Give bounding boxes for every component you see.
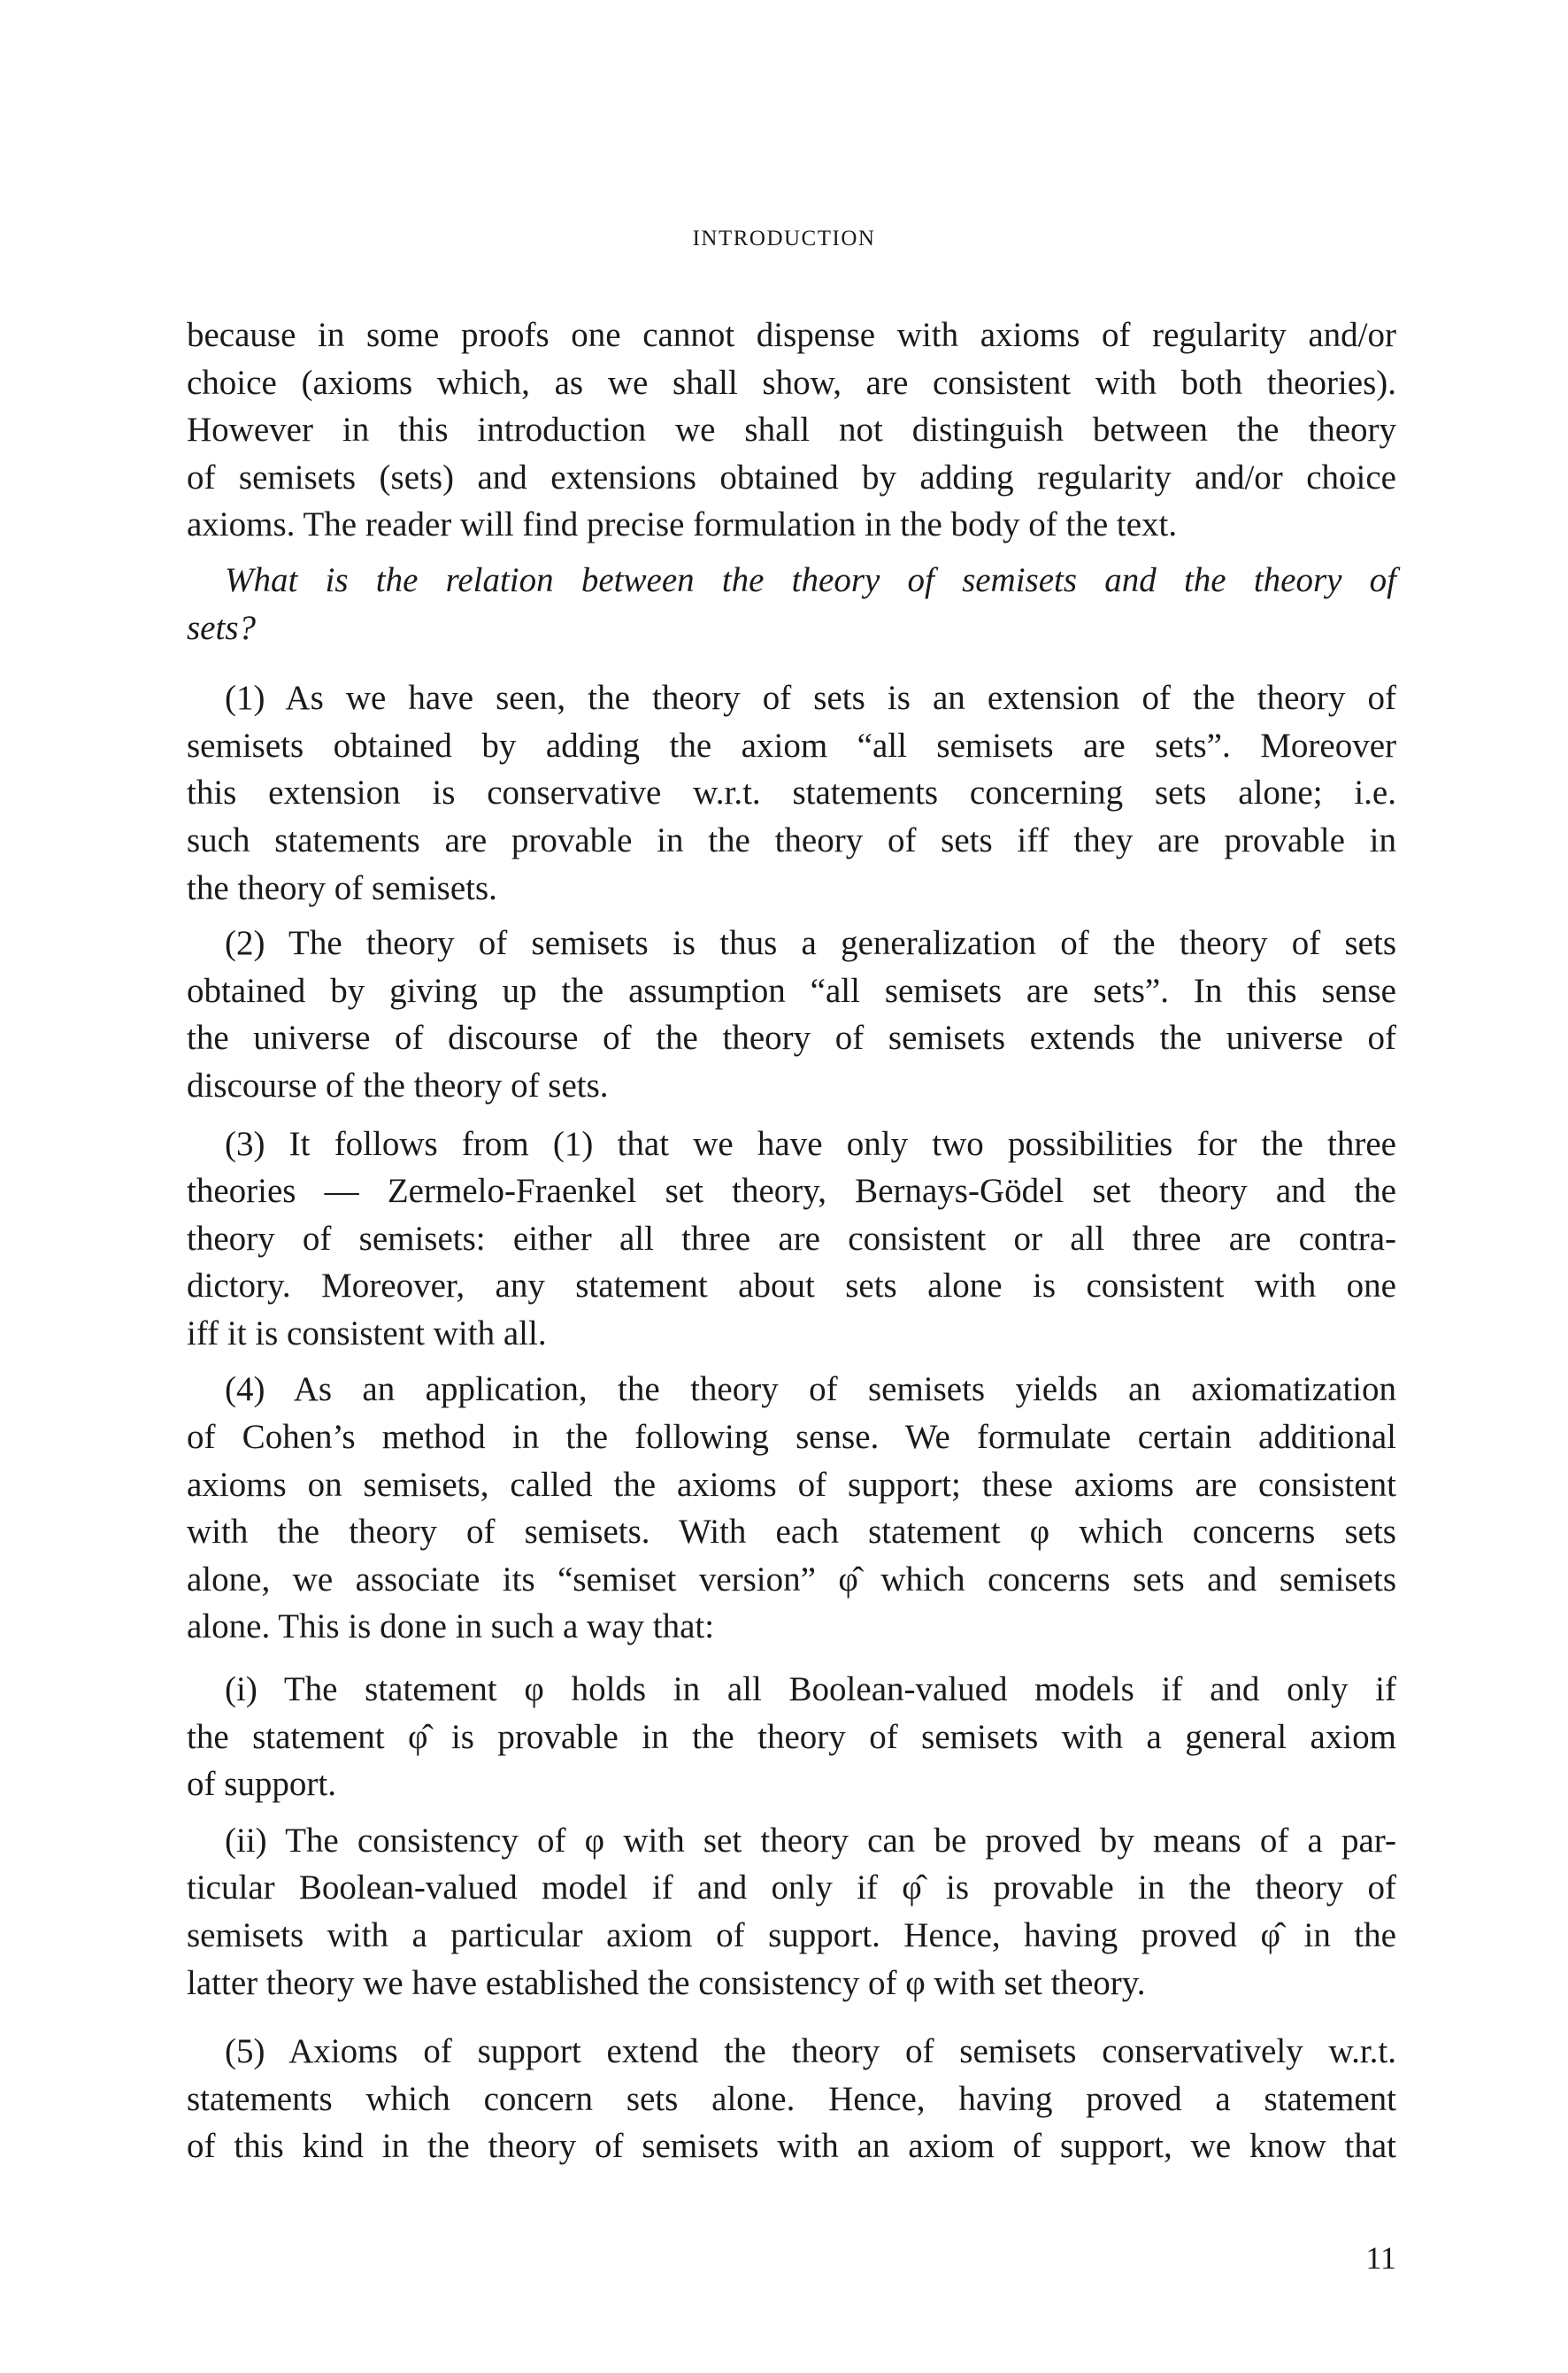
paragraph [187, 312, 1396, 549]
text-line: alone. This is done in such a way that: [187, 1607, 715, 1646]
text-line: of semisets (sets) and extensions obtained by adding regularity and/or choice [187, 458, 1396, 497]
text-line: (1) As we have seen, the theory of sets is an extension of the theory of [225, 679, 1396, 718]
text-line: of support. [187, 1765, 336, 1804]
text-line: (3) It follows from (1) that we have only two possibilities for the three [225, 1124, 1396, 1163]
text-line: of this kind in the theory of semisets with an axiom of support, we know that [187, 2127, 1396, 2166]
text-line: alone, we associate its “semiset version” φ̂ which concerns sets and semisets [187, 1560, 1396, 1599]
text-line: choice (axioms which, as we shall show, are consistent with both theories). [187, 363, 1396, 402]
paragraph [187, 2028, 1396, 2170]
text-line: of Cohen’s method in the following sense. We formulate certain additional [187, 1418, 1396, 1457]
paragraph [187, 1366, 1396, 1651]
text-line: (5) Axioms of support extend the theory of semisets conservatively w.r.t. [225, 2032, 1396, 2071]
running-header: INTRODUCTION [692, 227, 876, 250]
text-line: axioms on semisets, called the axioms of support; these axioms are consistent [187, 1465, 1396, 1504]
paragraph [187, 1666, 1396, 1808]
text-line: sets? [187, 608, 256, 647]
text-line: (2) The theory of semisets is thus a generalization of the theory of sets [225, 924, 1396, 963]
text-line: What is the relation between the theory of semisets and the theory of [225, 560, 1396, 599]
paragraph [187, 557, 1396, 651]
text-line: (4) As an application, the theory of semisets yields an axiomatization [225, 1370, 1396, 1409]
page-number: 11 [1365, 2240, 1396, 2276]
text-line: (ii) The consistency of φ with set theory can be proved by means of a par- [225, 1821, 1396, 1860]
text-line: theories — Zermelo-Fraenkel set theory, Bernays-Gödel set theory and the [187, 1172, 1396, 1211]
text-line: because in some proofs one cannot dispense with axioms of regularity and/or [187, 316, 1396, 354]
paragraph [187, 920, 1396, 1109]
paragraph [187, 1817, 1396, 2007]
text-line: this extension is conservative w.r.t. statements concerning sets alone; i.e. [187, 774, 1396, 813]
text-line: discourse of the theory of sets. [187, 1066, 609, 1105]
text-line: obtained by giving up the assumption “all semisets are sets”. In this sense [187, 971, 1396, 1010]
text-line: (i) The statement φ holds in all Boolean-valued models if and only if [225, 1670, 1396, 1709]
text-line: latter theory we have established the consistency of φ with set theory. [187, 1963, 1146, 2002]
text-line: semisets obtained by adding the axiom “all semisets are sets”. Moreover [187, 726, 1396, 765]
text-line: the theory of semisets. [187, 868, 497, 907]
text-line: the universe of discourse of the theory of semisets extends the universe of [187, 1019, 1396, 1058]
body-text [187, 312, 1396, 2170]
text-line: iff it is consistent with all. [187, 1314, 547, 1352]
paragraph [187, 1121, 1396, 1358]
text-line: statements which concern sets alone. Hence, having proved a statement [187, 2079, 1396, 2118]
text-line: such statements are provable in the theory of sets iff they are provable in [187, 821, 1396, 859]
text-line: the statement φ̂ is provable in the theory of semisets with a general axiom [187, 1717, 1396, 1756]
text-line: ticular Boolean-valued model if and only if φ̂ is provable in the theory of [187, 1868, 1396, 1907]
text-line: dictory. Moreover, any statement about sets alone is consistent with one [187, 1267, 1396, 1306]
paragraph [187, 674, 1396, 912]
text-line: with the theory of semisets. With each statement φ which concerns sets [187, 1513, 1396, 1552]
text-line: semisets with a particular axiom of support. Hence, having proved φ̂ in the [187, 1916, 1396, 1954]
text-line: However in this introduction we shall not distinguish between the theory [187, 411, 1396, 450]
text-line: theory of semisets: either all three are consistent or all three are contra- [187, 1219, 1396, 1258]
text-line: axioms. The reader will find precise formulation in the body of the text. [187, 505, 1178, 544]
